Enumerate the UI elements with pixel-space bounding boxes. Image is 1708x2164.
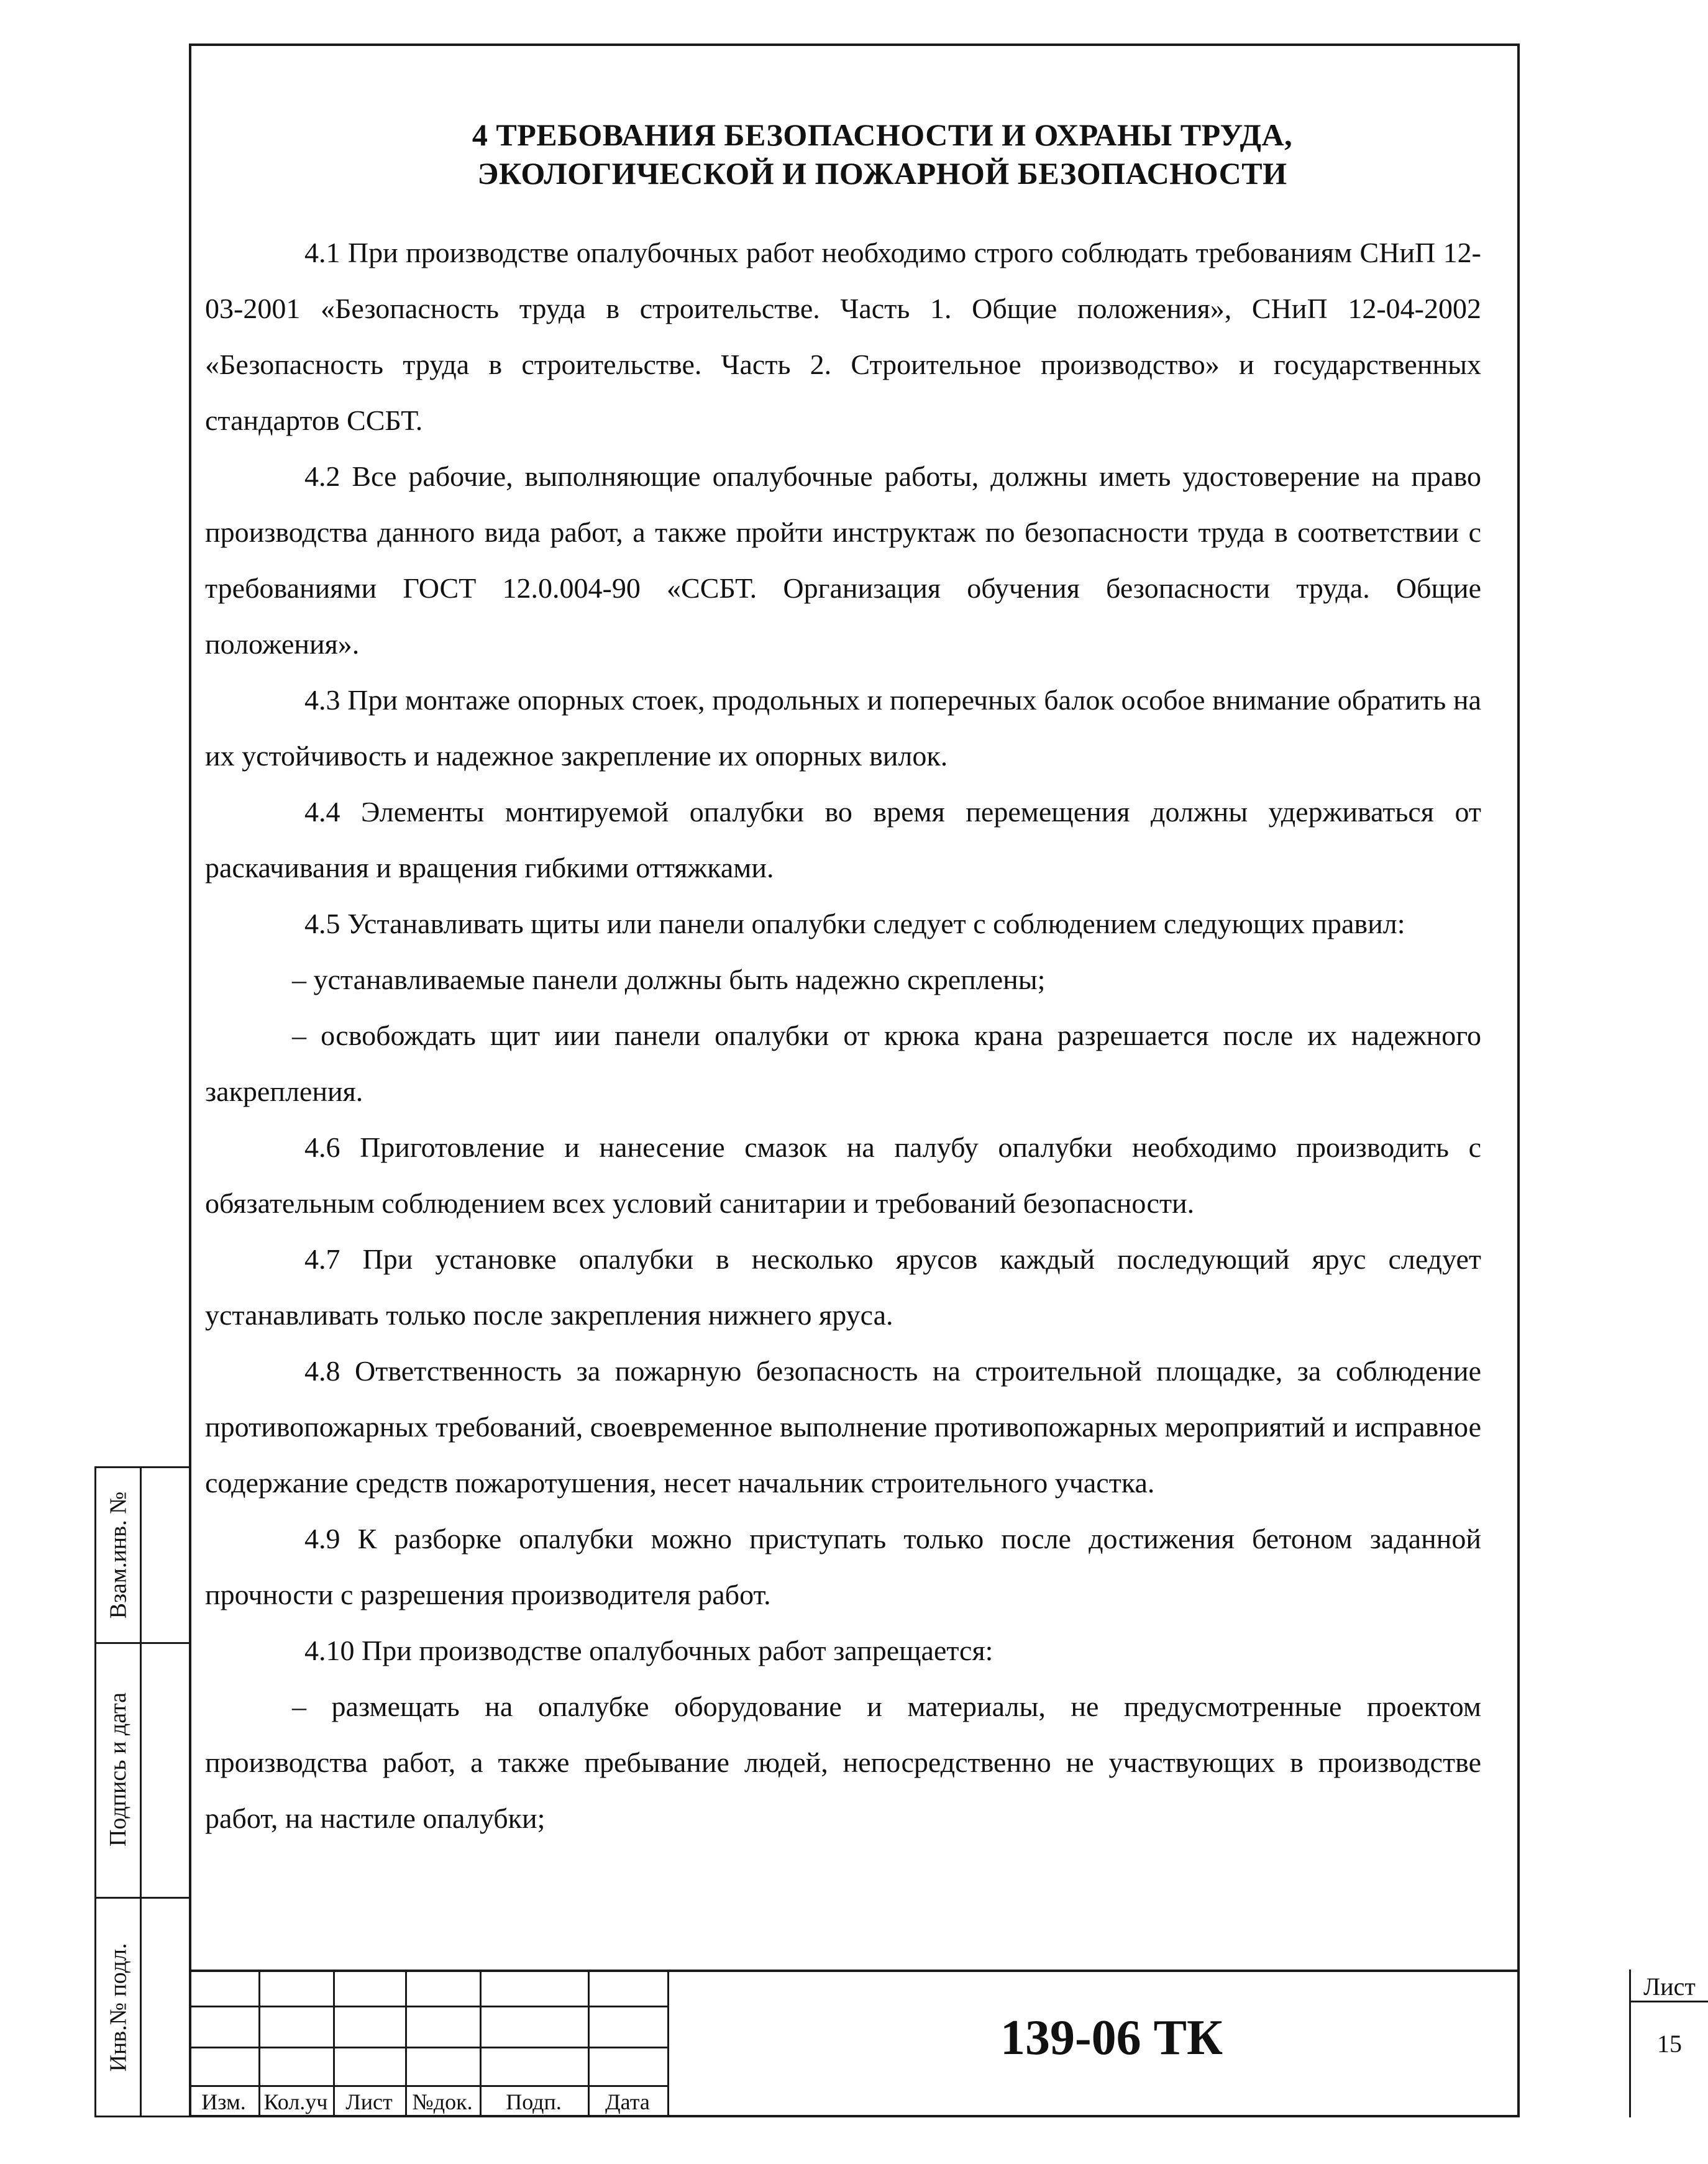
paragraph-4-10: 4.10 При производстве опалубочных работ запрещается: bbox=[304, 1635, 993, 1666]
paragraph-4-7: 4.7 При установке опалубки в несколько ярусов каждый последующий ярус следует устанавливать только после закрепления нижнего яруса. bbox=[205, 1243, 1481, 1331]
list-item-4-5-b: – освобождать щит иии панели опалубки от крюка крана разрешается после их надежного закрепления. bbox=[205, 1020, 1481, 1107]
grid-line bbox=[189, 2047, 667, 2048]
col-label-ndok: №док. bbox=[412, 2089, 473, 2114]
document-body bbox=[205, 225, 1481, 1847]
side-stamp-sign-date: Подпись и дата bbox=[105, 1692, 132, 1847]
paragraph-4-4: 4.4 Элементы монтируемой опалубки во время перемещения должны удерживаться от раскачивания и вращения гибкими оттяжками. bbox=[205, 796, 1481, 883]
section-title-line-1: 4 ТРЕБОВАНИЯ БЕЗОПАСНОСТИ И ОХРАНЫ ТРУДА, bbox=[472, 117, 1293, 152]
col-label-data: Дата bbox=[605, 2089, 650, 2114]
paragraph-4-9: 4.9 К разборке опалубки можно приступать только после достижения бетоном заданной прочности с разрешения производителя работ. bbox=[205, 1523, 1481, 1610]
side-stamp bbox=[94, 1466, 189, 2117]
document-code: 139-06 ТК bbox=[1000, 2011, 1223, 2065]
col-label-podp: Подп. bbox=[506, 2089, 562, 2114]
section-title bbox=[261, 116, 1504, 193]
sheet-divider bbox=[1631, 2001, 1708, 2002]
paragraph-4-5: 4.5 Устанавливать щиты или панели опалубки следует с соблюдением следующих правил: bbox=[304, 908, 1405, 939]
col-label-kol-uch: Кол.уч bbox=[263, 2089, 328, 2114]
sheet-label: Лист bbox=[1643, 1973, 1696, 2001]
side-stamp-inv-replace: Взам.инв. № bbox=[105, 1491, 132, 1619]
col-label-izm: Изм. bbox=[201, 2089, 246, 2114]
section-title-line-2: ЭКОЛОГИЧЕСКОЙ И ПОЖАРНОЙ БЕЗОПАСНОСТИ bbox=[477, 156, 1287, 191]
paragraph-4-1: 4.1 При производстве опалубочных работ необходимо строго соблюдать требованиям СНиП 12-03-2001 «Безопасность труда в строительстве. Часть 1. Общие положения», СНиП 12-04-2002 «Безопасность труда в строительстве. Часть 2. Строительное производство» и государственных стандартов ССБТ. bbox=[205, 237, 1481, 436]
paragraph-4-3: 4.3 При монтаже опорных стоек, продольных и поперечных балок особое внимание обратить на их устойчивость и надежное закрепление их опорных вилок. bbox=[205, 684, 1481, 772]
paragraph-4-2: 4.2 Все рабочие, выполняющие опалубочные работы, должны иметь удостоверение на право производства данного вида работ, а также пройти инструктаж по безопасности труда в соответствии с требованиями ГОСТ 12.0.004-90 «ССБТ. Организация обучения безопасности труда. Общие положения». bbox=[205, 460, 1481, 660]
list-item-4-5-a: – устанавливаемые панели должны быть надежно скреплены; bbox=[292, 964, 1046, 995]
col-label-list: Лист bbox=[345, 2089, 393, 2114]
list-item-4-10-a: – размещать на опалубке оборудование и материалы, не предусмотренные проектом производства работ, а также пребывание людей, непосредственно не участвующих в производстве работ, на настиле опалубки; bbox=[205, 1691, 1481, 1834]
title-block bbox=[189, 1970, 1696, 2117]
paragraph-4-6: 4.6 Приготовление и нанесение смазок на палубу опалубки необходимо производить с обязательным соблюдением всех условий санитарии и требований безопасности. bbox=[205, 1131, 1481, 1219]
grid-line bbox=[189, 2085, 667, 2087]
sheet-box bbox=[1629, 1970, 1708, 2117]
sheet-number: 15 bbox=[1657, 2030, 1682, 2058]
grid-line bbox=[189, 2006, 667, 2007]
side-stamp-inv-orig: Инв.№ подл. bbox=[105, 1942, 132, 2072]
paragraph-4-8: 4.8 Ответственность за пожарную безопасность на строительной площадке, за соблюдение противопожарных требований, своевременное выполнение противопожарных мероприятий и исправное содержание средств пожаротушения, несет начальник строительного участка. bbox=[205, 1355, 1481, 1499]
